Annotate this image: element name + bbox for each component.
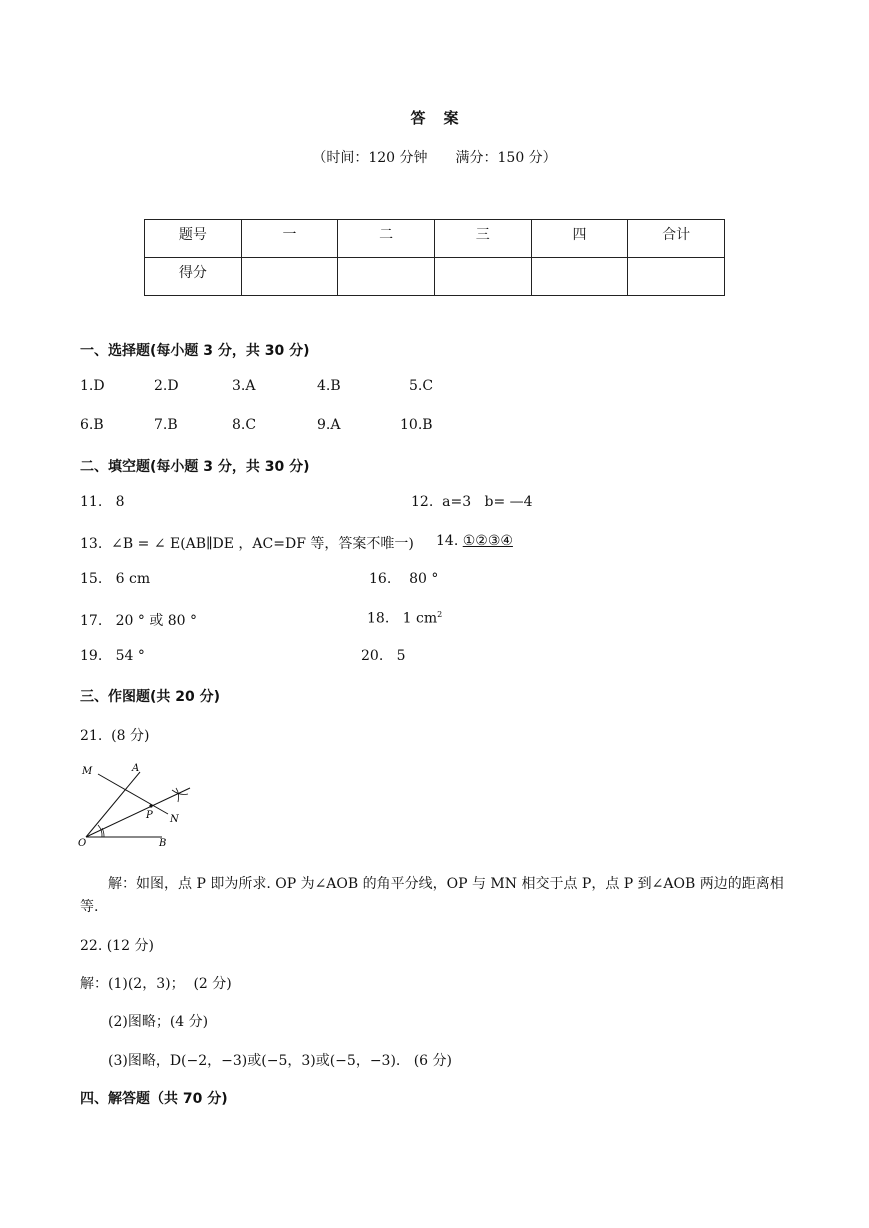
answer-item: 17. 20 ° 或 80 ° xyxy=(80,613,198,629)
score-table-header-row xyxy=(145,220,725,258)
q22-part-2: (2)图略；(4 分) xyxy=(108,1014,209,1030)
table-cell xyxy=(628,258,725,296)
score-table-score-row xyxy=(145,258,725,296)
answer-item: 6.B xyxy=(80,417,104,433)
answer-item: 20. 5 xyxy=(361,648,406,664)
answer-item: 19. 54 ° xyxy=(80,648,145,664)
section-heading-construction: 三、作图题(共 20 分) xyxy=(80,689,221,705)
superscript: 2 xyxy=(437,610,443,619)
q21-solution: 解：如图，点 P 即为所求. OP 为∠AOB 的角平分线，OP 与 MN 相交于点 P，点 P 到∠AOB 两边的距离相 xyxy=(108,876,784,892)
table-cell xyxy=(241,258,338,296)
table-cell: 二 xyxy=(338,220,435,258)
section-heading-choice: 一、选择题(每小题 3 分，共 30 分) xyxy=(80,343,310,359)
exam-time: （时间：120 分钟 xyxy=(312,150,428,166)
score-table xyxy=(144,219,725,296)
label-a: A xyxy=(132,763,140,774)
answer-item: 1.D xyxy=(80,378,105,394)
page-title: 答案 xyxy=(410,109,477,127)
table-cell: 题号 xyxy=(145,220,242,258)
section-heading-fill: 二、填空题(每小题 3 分，共 30 分) xyxy=(80,459,310,475)
table-cell: 四 xyxy=(531,220,628,258)
answer-item: 12. a=3 b= —4 xyxy=(411,494,533,510)
answer-item xyxy=(436,533,513,549)
question-number: 21. (8 分) xyxy=(80,728,150,744)
question-number: 14. xyxy=(436,533,459,549)
exam-info xyxy=(0,147,869,167)
table-cell: 合计 xyxy=(628,220,725,258)
answer-item: 16. 80 ° xyxy=(369,571,439,587)
answer-item: 9.A xyxy=(317,417,341,433)
q21-solution-cont: 等. xyxy=(80,899,99,915)
q22-part-1: 解：(1)(2，3)； (2 分) xyxy=(80,976,232,992)
label-b: B xyxy=(159,838,167,849)
label-m: M xyxy=(82,766,93,777)
answer-item: 15. 6 cm xyxy=(80,571,151,587)
answer-item: 2.D xyxy=(154,378,179,394)
table-cell xyxy=(338,258,435,296)
answer-item: 11. 8 xyxy=(80,494,125,510)
label-p: P xyxy=(146,810,153,821)
answer-item: 13. ∠B = ∠ E(AB∥DE ，AC=DF 等，答案不唯一) xyxy=(80,536,414,552)
exam-full-score: 满分：150 分） xyxy=(455,150,557,166)
ray-oa xyxy=(86,772,140,837)
table-cell xyxy=(434,258,531,296)
label-n: N xyxy=(170,814,179,825)
angle-bisector-figure xyxy=(76,762,200,850)
answer-item: 7.B xyxy=(154,417,178,433)
bisector-op xyxy=(86,788,190,837)
table-cell: 一 xyxy=(241,220,338,258)
table-cell: 得分 xyxy=(145,258,242,296)
section-heading-solve: 四、解答题（共 70 分) xyxy=(80,1091,228,1107)
table-cell: 三 xyxy=(434,220,531,258)
answer-item: 8.C xyxy=(232,417,257,433)
answer-item: 10.B xyxy=(400,417,433,433)
answer-item xyxy=(367,610,442,627)
construction-arc xyxy=(176,788,179,802)
q22-part-3: (3)图略，D(−2，−3)或(−5，3)或(−5，−3). (6 分) xyxy=(108,1053,453,1069)
underlined-answer: ①②③④ xyxy=(462,533,513,549)
point-p-dot xyxy=(149,804,152,807)
label-o: O xyxy=(78,838,87,849)
answer-item: 3.A xyxy=(232,378,256,394)
answer-text: 18. 1 cm xyxy=(367,610,438,627)
answer-item: 4.B xyxy=(317,378,341,394)
answer-item: 5.C xyxy=(409,378,434,394)
table-cell xyxy=(531,258,628,296)
question-number: 22. (12 分) xyxy=(80,938,154,954)
